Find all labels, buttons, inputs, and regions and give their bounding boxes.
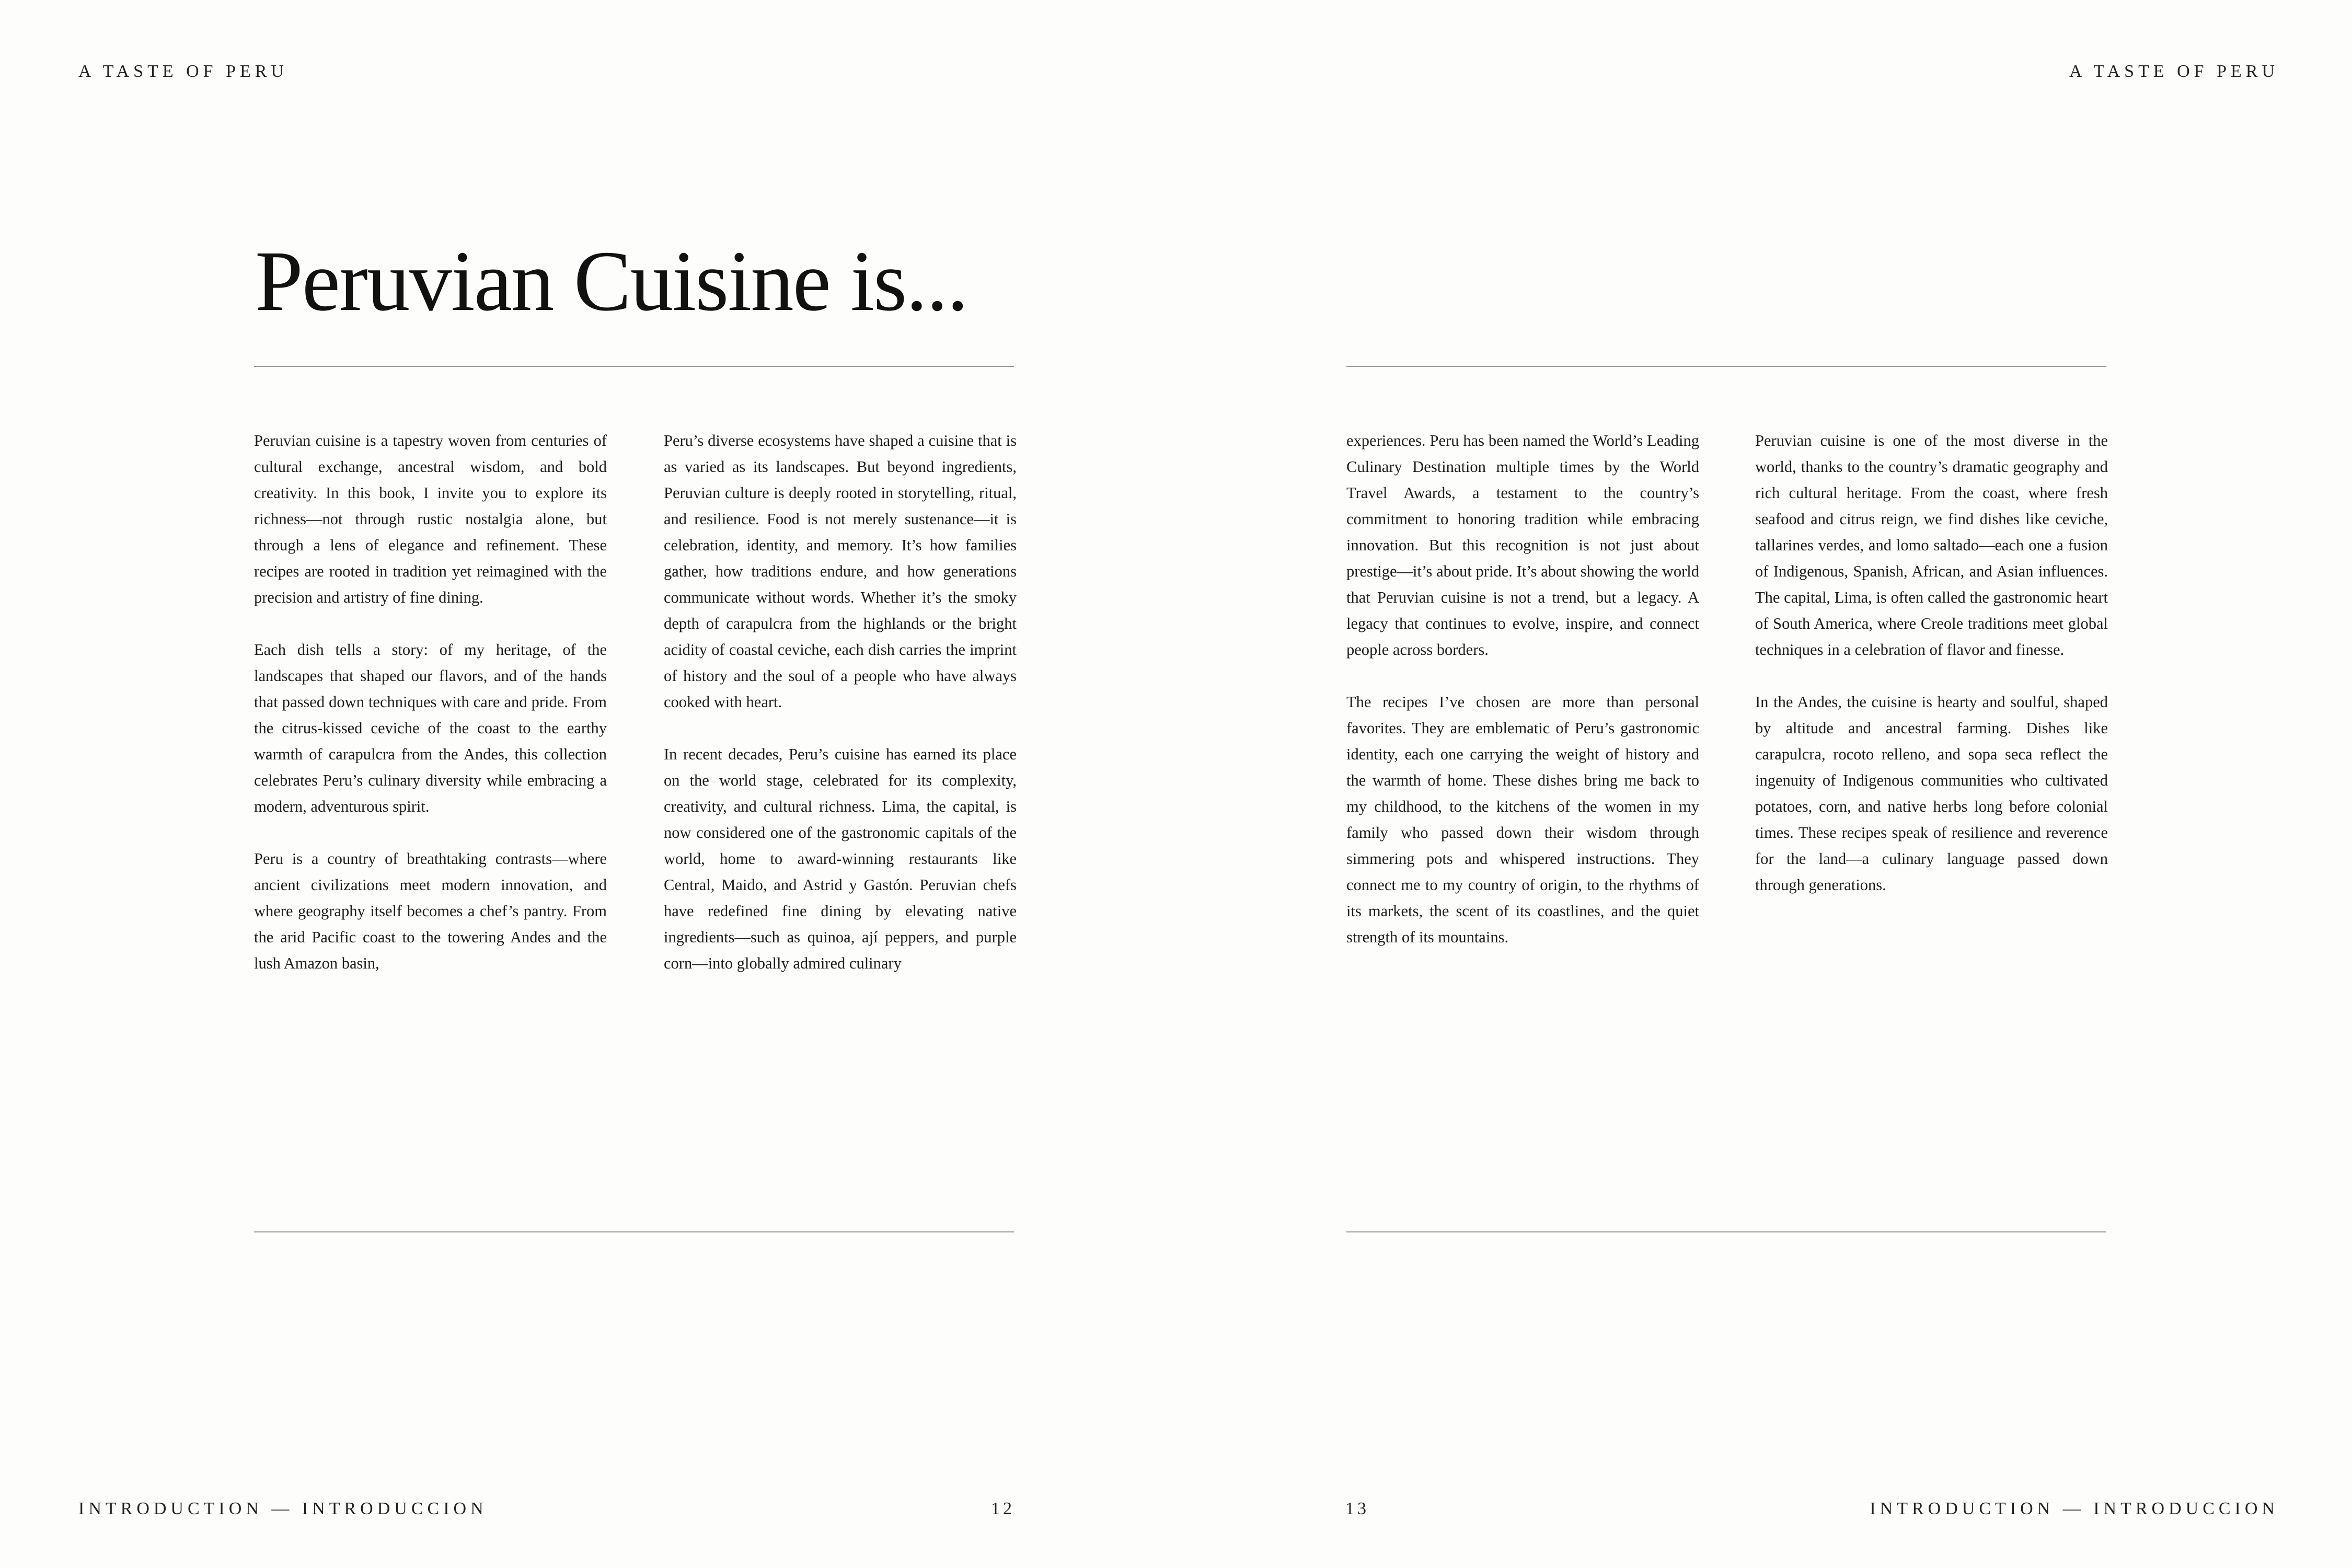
paragraph: The recipes I’ve chosen are more than personal favorites. They are emblematic of Peru’s gastronomic identity, each one carrying the weight of history and the warmth of home. These dishes bring me back to my childhood, to the kitchens of the women in my family who passed down their wisdom through simmering pots and whispered instructions. They connect me to my country of origin, to the rhythms of its markets, the scent of its coastlines, and the quiet strength of its mountains. — [1346, 693, 1699, 946]
bottom-rule-right — [1346, 1231, 2106, 1232]
text-column-4 — [1755, 428, 2108, 924]
paragraph: experiences. Peru has been named the World’s Leading Culinary Destination multiple times by the World Travel Awards, a testament to the country’s commitment to honoring tradition while embracing innovation. But this recognition is not just about prestige—it’s about pride. It’s about showing the world that Peruvian cuisine is not a trend, but a legacy. A legacy that continues to evolve, inspire, and connect people across borders. — [1346, 432, 1699, 659]
paragraph: Peru is a country of breathtaking contrasts—where ancient civilizations meet modern innovation, and where geography itself becomes a chef’s pantry. From the arid Pacific coast to the towering Andes and the lush Amazon basin, — [254, 850, 607, 972]
running-footer-right: INTRODUCTION — INTRODUCCION — [1870, 1499, 2279, 1518]
page-number-left: 12 — [991, 1499, 1015, 1518]
paragraph: Each dish tells a story: of my heritage, of the landscapes that shaped our flavors, and of the hands that passed down techniques with care and pride. From the citrus-kissed ceviche of the coast to the earthy warmth of carapulcra from the Andes, this collection celebrates Peru’s culinary diversity while embracing a modern, adventurous spirit. — [254, 641, 607, 815]
top-rule-left — [254, 366, 1014, 367]
page-number-right: 13 — [1345, 1499, 1369, 1518]
text-column-1 — [254, 428, 607, 1002]
text-column-3 — [1346, 428, 1699, 976]
paragraph: Peruvian cuisine is one of the most diverse in the world, thanks to the country’s dramatic geography and rich cultural heritage. From the coast, where fresh seafood and citrus reign, we find dishes like ceviche, tallarines verdes, and lomo saltado—each one a fusion of Indigenous, Spanish, African, and Asian influences. The capital, Lima, is often called the gastronomic heart of South America, where Creole traditions meet global techniques in a celebration of flavor and finesse. — [1755, 432, 2108, 659]
paragraph: Peruvian cuisine is a tapestry woven from centuries of cultural exchange, ancestral wisdom, and bold creativity. In this book, I invite you to explore its richness—not through rustic nostalgia alone, but through a lens of elegance and refinement. These recipes are rooted in tradition yet reimagined with the precision and artistry of fine dining. — [254, 432, 607, 606]
paragraph: In the Andes, the cuisine is hearty and soulful, shaped by altitude and ancestral farming. Dishes like carapulcra, rocoto relleno, and sopa seca reflect the ingenuity of Indigenous communities who cultivated potatoes, corn, and native herbs long before colonial times. These recipes speak of resilience and reverence for the land—a culinary language passed down through generations. — [1755, 693, 2108, 894]
page-title: Peruvian Cuisine is... — [255, 233, 968, 329]
text-column-2 — [664, 428, 1017, 1002]
running-header-right: A TASTE OF PERU — [2069, 62, 2279, 81]
top-rule-right — [1346, 366, 2106, 367]
running-header-left: A TASTE OF PERU — [78, 62, 288, 81]
running-footer-left: INTRODUCTION — INTRODUCCION — [78, 1499, 488, 1518]
bottom-rule-left — [254, 1231, 1014, 1232]
paragraph: Peru’s diverse ecosystems have shaped a cuisine that is as varied as its landscapes. But beyond ingredients, Peruvian culture is deeply rooted in storytelling, ritual, and resilience. Food is not merely sustenance—it is celebration, identity, and memory. It’s how families gather, how traditions endure, and how generations communicate without words. Whether it’s the smoky depth of carapulcra from the highlands or the bright acidity of coastal ceviche, each dish carries the imprint of history and the soul of a people who have always cooked with heart. — [664, 432, 1017, 711]
paragraph: In recent decades, Peru’s cuisine has earned its place on the world stage, celebrated for its complexity, creativity, and cultural richness. Lima, the capital, is now considered one of the gastronomic capitals of the world, home to award-winning restaurants like Central, Maido, and Astrid y Gastón. Peruvian chefs have redefined fine dining by elevating native ingredients—such as quinoa, ají peppers, and purple corn—into globally admired culinary — [664, 745, 1017, 972]
